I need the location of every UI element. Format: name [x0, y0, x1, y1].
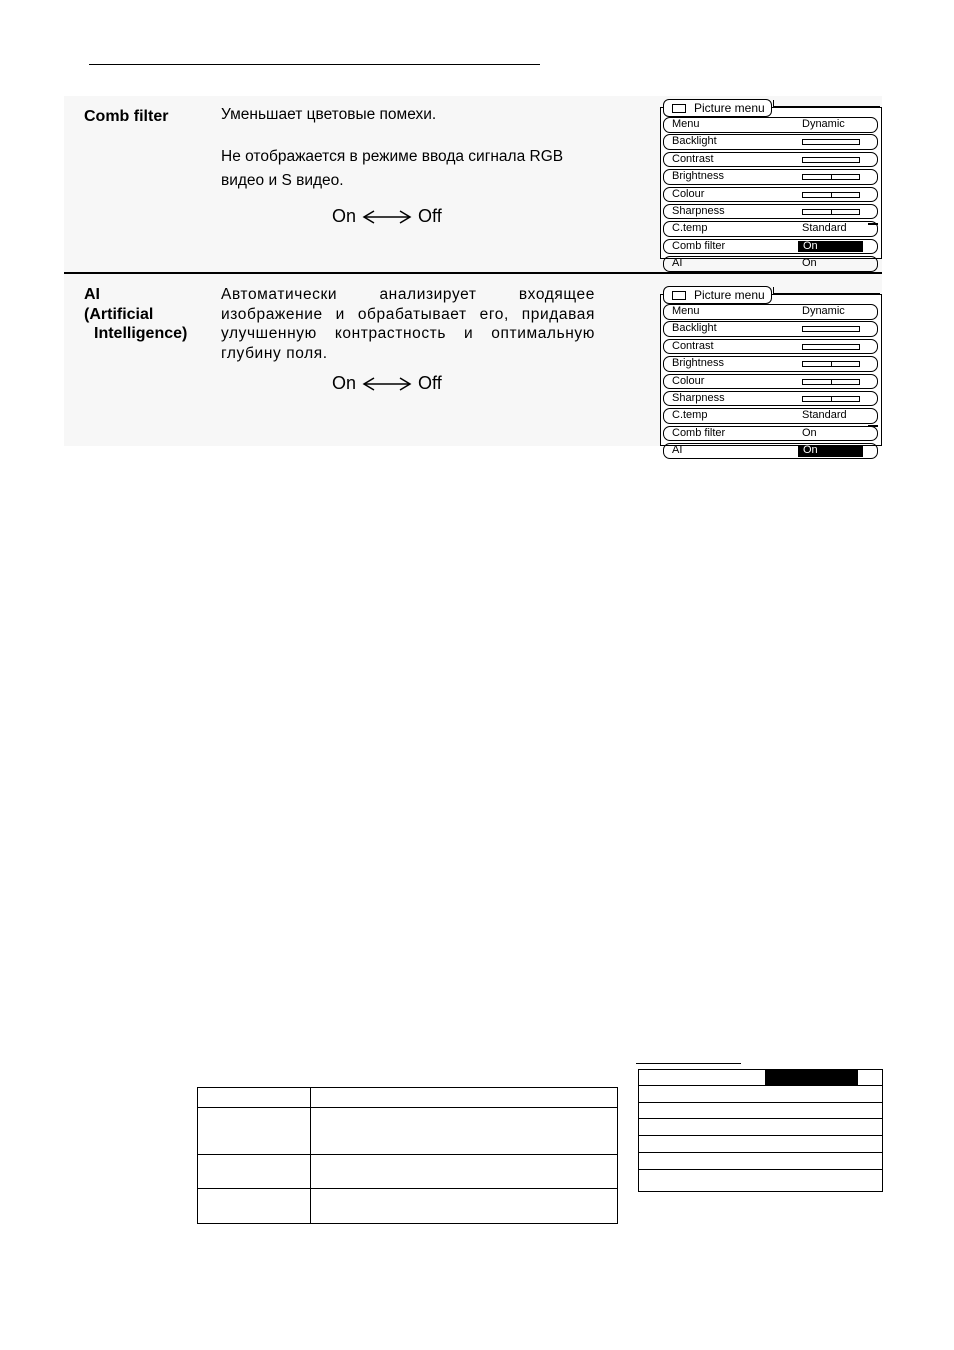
- osd-row-value: On: [798, 241, 863, 253]
- osd-row-backlight: [663, 134, 878, 150]
- osd-row-label: Colour: [672, 187, 705, 200]
- term-ai: [84, 285, 187, 344]
- osd-row-value: Dynamic: [802, 118, 845, 130]
- osd-row-c-temp: [663, 221, 878, 237]
- osd-row-label: Menu: [672, 118, 700, 130]
- osd-level-bar: [802, 396, 860, 402]
- osd-row-menu: [663, 304, 878, 320]
- ai-description: Автоматически анализирует входящее изображение и обрабатывает его, придавая улучшенную контрастность и оптимальную глубину поля.: [221, 286, 595, 362]
- toggle-off-label: Off: [418, 373, 442, 393]
- scroll-indicator: [868, 223, 878, 225]
- osd-row-colour: [663, 187, 878, 203]
- highlighted-cell: [765, 1070, 858, 1085]
- osd-row-menu: [663, 117, 878, 133]
- osd-title: Picture menu: [694, 101, 765, 115]
- osd-row-label: AI: [672, 257, 683, 270]
- osd-row-label: Brightness: [672, 170, 724, 183]
- osd-row-label: Contrast: [672, 339, 714, 352]
- osd-row-comb-filter: [663, 239, 878, 255]
- toggle-on-label: On: [332, 206, 357, 226]
- osd-row-value: Dynamic: [802, 305, 845, 317]
- ai-toggle: [332, 373, 442, 394]
- osd-picture-menu-ai: [660, 288, 882, 457]
- osd-title-tab: [663, 286, 772, 304]
- osd-row-c-temp: [663, 408, 878, 424]
- osd-row-backlight: [663, 321, 878, 337]
- scroll-indicator: [868, 425, 878, 427]
- osd-row-value: On: [798, 445, 863, 457]
- header-rule: [89, 64, 540, 65]
- osd-row-sharpness: [663, 391, 878, 407]
- osd-row-label: Contrast: [672, 152, 714, 165]
- osd-row-ai: [663, 256, 878, 272]
- osd-row-colour: [663, 374, 878, 390]
- osd-row-value: On: [802, 426, 817, 439]
- osd-level-bar: [802, 139, 860, 145]
- tv-icon: [672, 291, 686, 300]
- osd-row-label: AI: [672, 444, 683, 457]
- osd-row-label: Brightness: [672, 357, 724, 370]
- term-comb-filter: Comb filter: [84, 108, 169, 125]
- osd-row-label: Sharpness: [672, 204, 725, 217]
- comb-filter-description: Уменьшает цветовые помехи.: [221, 106, 437, 123]
- osd-row-label: Sharpness: [672, 391, 725, 404]
- osd-row-ai: [663, 443, 878, 459]
- osd-row-label: Comb filter: [672, 426, 726, 439]
- osd-row-label: C.temp: [672, 409, 708, 422]
- empty-menu-box: [638, 1069, 883, 1192]
- osd-row-label: C.temp: [672, 222, 708, 235]
- term-ai-line2: (Artificial: [84, 305, 154, 323]
- osd-row-label: Backlight: [672, 135, 717, 148]
- empty-table: [197, 1087, 618, 1224]
- osd-row-value: Standard: [802, 222, 847, 235]
- osd-level-bar: [802, 192, 860, 198]
- double-arrow-icon: [362, 377, 412, 391]
- osd-level-bar: [802, 361, 860, 367]
- toggle-on-label: On: [332, 373, 357, 393]
- osd-level-bar: [802, 344, 860, 350]
- comb-filter-note: Не отображается в режиме ввода сигнала RGB видео и S видео.: [221, 148, 564, 189]
- osd-row-contrast: [663, 152, 878, 168]
- tv-icon: [672, 104, 686, 113]
- osd-rows: [663, 304, 878, 461]
- toggle-off-label: Off: [418, 206, 442, 226]
- comb-filter-toggle: [332, 206, 442, 227]
- osd-row-value: Standard: [802, 409, 847, 422]
- osd-row-brightness: [663, 356, 878, 372]
- osd-title: Picture menu: [694, 288, 765, 302]
- osd-row-label: Backlight: [672, 322, 717, 335]
- osd-row-sharpness: [663, 204, 878, 220]
- osd-level-bar: [802, 174, 860, 180]
- osd-row-brightness: [663, 169, 878, 185]
- double-arrow-icon: [362, 210, 412, 224]
- osd-row-label: Comb filter: [672, 239, 726, 252]
- osd-picture-menu-comb-filter: [660, 101, 882, 270]
- osd-row-contrast: [663, 339, 878, 355]
- term-ai-line3: Intelligence): [94, 325, 188, 342]
- osd-rows: [663, 117, 878, 274]
- menu-title-underline: [636, 1063, 741, 1064]
- osd-level-bar: [802, 157, 860, 163]
- osd-row-comb-filter: [663, 426, 878, 442]
- osd-level-bar: [802, 326, 860, 332]
- osd-title-tab: [663, 99, 772, 117]
- osd-row-label: Menu: [672, 305, 700, 317]
- osd-row-value: On: [802, 257, 817, 270]
- osd-row-label: Colour: [672, 374, 705, 387]
- osd-level-bar: [802, 379, 860, 385]
- term-ai-line1: AI: [84, 286, 100, 303]
- osd-level-bar: [802, 209, 860, 215]
